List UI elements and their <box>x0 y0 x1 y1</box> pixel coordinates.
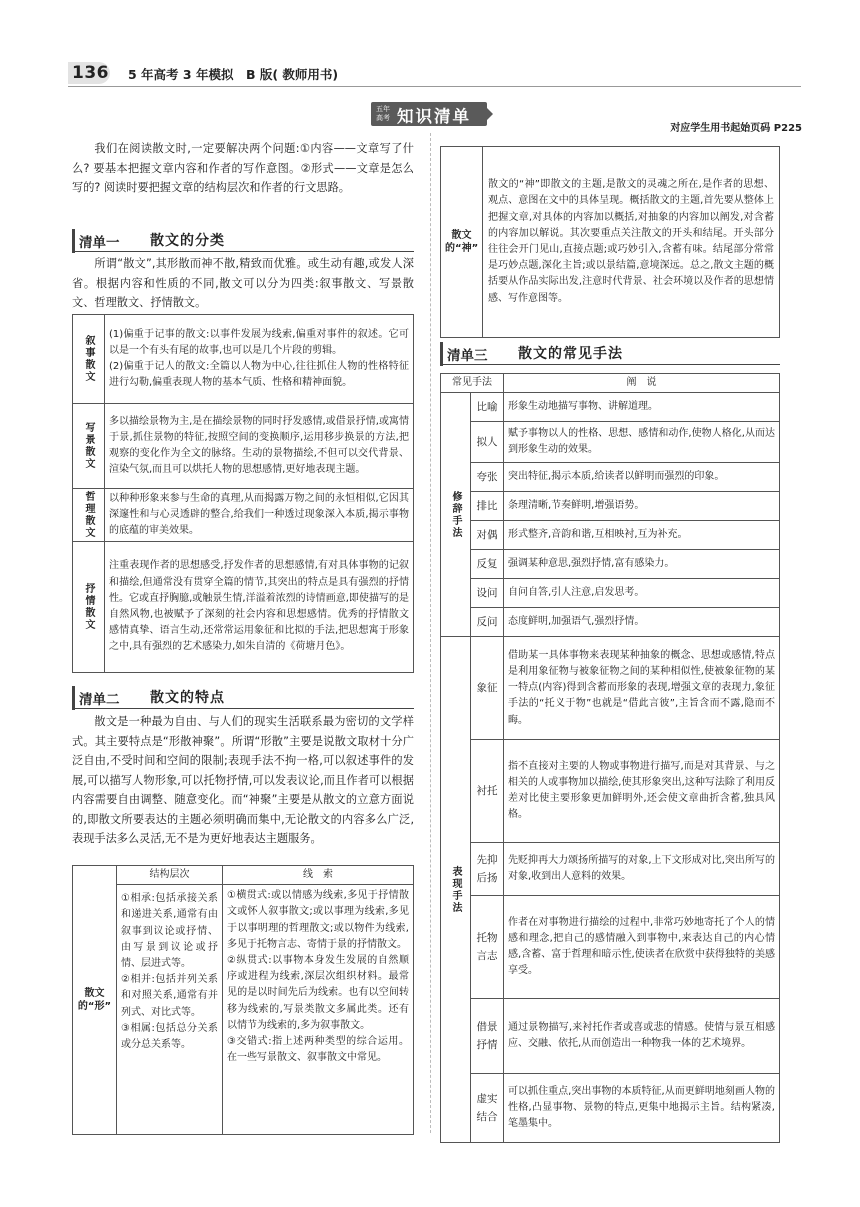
technique-text: 作者在对事物进行描绘的过程中,非常巧妙地寄托了个人的情感和理念,把自己的感情融入到事物中,来表达自己的内心情感,含蓄、富于哲理和暗示性,使读者在欣赏中获得独特的美感享受。 <box>504 896 780 999</box>
row-label: 抒情散文 <box>73 542 105 673</box>
table-row <box>441 521 780 550</box>
table-row <box>441 637 780 740</box>
form-table <box>72 865 414 1135</box>
group-label: 修辞手法 <box>441 393 471 637</box>
technique-text: 赋予事物以人的性格、思想、感情和动作,使物人格化,从而达到形象生动的效果。 <box>504 422 780 463</box>
table-header-row <box>441 374 780 393</box>
section-badge-title: 知识清单 <box>397 107 471 126</box>
technique-name: 先抑后扬 <box>471 843 504 896</box>
heading-underline <box>440 364 780 365</box>
table-row <box>73 315 414 404</box>
form-label: 散文的“形” <box>73 866 117 1135</box>
col-header-explanation: 阐 说 <box>504 374 780 393</box>
heading-bar <box>440 342 443 366</box>
technique-name: 借景抒情 <box>471 999 504 1074</box>
list3-tag: 清单三 <box>447 348 488 364</box>
page-reference: 对应学生用书起始页码 P225 <box>670 123 802 134</box>
row-text: 注重表现作者的思想感受,抒发作者的思想感情,有对具体事物的记叙和描绘,但通常没有贯穿全篇的情节,其突出的特点是具有强烈的抒情性。它或直抒胸臆,或触景生情,洋溢着浓烈的诗情画意,即使描写的是自然风物,也被赋予了深刻的社会内容和思想感情。优秀的抒情散文感情真挚、语言生动,还常常运用象征和比拟的手法,把思想寓于形象之中,具有强烈的艺术感染力,如朱自清的《荷塘月色》。 <box>105 542 414 673</box>
row-label: 叙事散文 <box>73 315 105 404</box>
technique-name: 对偶 <box>471 521 504 550</box>
section-badge-small: 五年高考 <box>376 105 390 122</box>
table-header-row <box>73 866 414 885</box>
header-rule <box>68 86 801 87</box>
shen-table <box>440 146 780 338</box>
table-row <box>73 542 414 673</box>
heading-underline <box>72 708 414 709</box>
classification-table <box>72 314 414 673</box>
shen-label: 散文的“神” <box>441 147 483 338</box>
table-row <box>441 843 780 896</box>
technique-name: 设问 <box>471 579 504 608</box>
row-text: 以种种形象来参与生命的真理,从而揭露万物之间的永恒相似,它因其深邃性和与心灵透辟的整合,给我们一种透过现象深入本质,揭示事物的底蕴的审美效果。 <box>105 489 414 542</box>
intro-paragraph: 我们在阅读散文时,一定要解决两个问题:①内容——文章写了什么? 要基本把握文章内容和作者的写作意图。②形式——文章是怎么写的? 阅读时要把握文章的结构层次和作者的行文思路。 <box>72 142 414 194</box>
technique-text: 强调某种意思,强烈抒情,富有感染力。 <box>504 550 780 579</box>
row-label: 写景散文 <box>73 404 105 489</box>
page-number: 136 <box>72 63 109 83</box>
group-label: 表现手法 <box>441 637 471 1143</box>
table-row <box>441 147 780 338</box>
table-row <box>73 885 414 1135</box>
technique-text: 形象生动地描写事物、讲解道理。 <box>504 393 780 422</box>
table-row <box>73 404 414 489</box>
table-row <box>441 550 780 579</box>
section-badge <box>371 102 487 126</box>
technique-name: 反复 <box>471 550 504 579</box>
table-row <box>441 608 780 637</box>
book-title: 5 年高考 3 年模拟 B 版( 教师用书) <box>128 67 339 82</box>
list1-heading <box>72 229 414 253</box>
clue-cell: ①横贯式:或以情感为线索,多见于抒情散文或怀人叙事散文;或以事理为线索,多见于以事明理的哲理散文;或以物件为线索,多见于托物言志、寄情于景的抒情散文。 ②纵贯式:以事物本身发生发展的自然顺序或进程为线索,深层次组织材料。最常见的是以时间先后为线索。也有以空间转移为线索的,写景类散文多属此类。还有以情节为线索的,多为叙事散文。 ③交错式:指上述两种类型的综合运用。在一些写景散文、叙事散文中常见。 <box>223 885 414 1135</box>
table-row <box>441 999 780 1074</box>
technique-name: 托物言志 <box>471 896 504 999</box>
technique-name: 象征 <box>471 637 504 740</box>
technique-name: 反问 <box>471 608 504 637</box>
table-row <box>441 579 780 608</box>
table-row <box>441 896 780 999</box>
table-row <box>441 492 780 521</box>
col-header-structure: 结构层次 <box>117 866 223 885</box>
row-text: 多以描绘景物为主,是在描绘景物的同时抒发感情,或借景抒情,或寓情于景,抓住景物的特征,按照空间的变换顺序,运用移步换景的方法,把观察的变化作为全文的脉络。生动的景物描绘,不但可以交代背景、渲染气氛,而且可以烘托人物的思想感情,更好地表现主题。 <box>105 404 414 489</box>
technique-text: 突出特征,揭示本质,给读者以鲜明而强烈的印象。 <box>504 463 780 492</box>
table-row <box>441 463 780 492</box>
table-row <box>73 489 414 542</box>
table-row <box>441 1074 780 1143</box>
technique-text: 可以抓住重点,突出事物的本质特征,从而更鲜明地刻画人物的性格,凸显事物、景物的特点,更集中地揭示主旨。结构紧凑,笔墨集中。 <box>504 1074 780 1143</box>
list1-title: 散文的分类 <box>150 233 225 249</box>
list1-paragraph: 所谓“散文”,其形散而神不散,精致而优雅。或生动有趣,或发人深省。根据内容和性质的不同,散文可以分为四类:叙事散文、写景散文、哲理散文、抒情散文。 <box>72 257 414 309</box>
table-row <box>441 422 780 463</box>
heading-underline <box>72 251 414 252</box>
list2-title: 散文的特点 <box>150 690 225 706</box>
technique-text: 指不直接对主要的人物或事物进行描写,而是对其背景、与之相关的人或事物加以描绘,使其形象突出,这种写法除了利用反差对比使主要形象更加鲜明外,还会使文章曲折含蓄,独具风格。 <box>504 740 780 843</box>
heading-bar <box>72 686 75 710</box>
technique-name: 拟人 <box>471 422 504 463</box>
technique-name: 夸张 <box>471 463 504 492</box>
list2-tag: 清单二 <box>79 692 120 708</box>
technique-name: 排比 <box>471 492 504 521</box>
technique-text: 态度鲜明,加强语气,强烈抒情。 <box>504 608 780 637</box>
technique-text: 条理清晰,节奏鲜明,增强语势。 <box>504 492 780 521</box>
technique-name: 衬托 <box>471 740 504 843</box>
row-text: (1)偏重于记事的散文:以事件发展为线索,偏重对事件的叙述。它可以是一个有头有尾的故事,也可以是几个片段的剪辑。 (2)偏重于记人的散文:全篇以人物为中心,往往抓住人物的性格特征进行勾勒,偏重表现人物的基本气质、性格和精神面貌。 <box>105 315 414 404</box>
techniques-table <box>440 373 780 1143</box>
column-divider <box>430 133 431 1133</box>
row-label: 哲理散文 <box>73 489 105 542</box>
technique-text: 先贬抑再大力颂扬所描写的对象,上下文形成对比,突出所写的对象,收到出人意料的效果。 <box>504 843 780 896</box>
list2-paragraph: 散文是一种最为自由、与人们的现实生活联系最为密切的文学样式。其主要特点是“形散神聚”。所谓“形散”主要是说散文取材十分广泛自由,不受时间和空间的限制;表现手法不拘一格,可以叙述事件的发展,可以描写人物形象,可以托物抒情,可以发表议论,而且作者可以根据内容需要自由调整、随意变化。而“神聚”主要是从散文的立意方面说的,即散文所要表达的主题必须明确而集中,无论散文的内容多么广泛,表现手法多么灵活,无不是为更好地表达主题服务。 <box>72 715 414 845</box>
heading-bar <box>72 229 75 253</box>
technique-text: 借助某一具体事物来表现某种抽象的概念、思想或感情,特点是利用象征物与被象征物之间的某种相似性,使被象征物的某一特点(内容)得到含蓄而形象的表现,增强文章的表现力,象征手法的“托义于物”也就是“借此言彼”,主旨含而不露,隐而不晦。 <box>504 637 780 740</box>
technique-text: 形式整齐,音韵和谐,互相映衬,互为补充。 <box>504 521 780 550</box>
table-row <box>441 393 780 422</box>
list1-tag: 清单一 <box>79 235 120 251</box>
technique-name: 比喻 <box>471 393 504 422</box>
structure-cell: ①相承:包括承接关系和递进关系,通常有由叙事到议论或抒情、由写景到议论或抒情、层进式等。 ②相并:包括并列关系和对照关系,通常有并列式、对比式等。 ③相属:包括总分关系或分总关系等。 <box>117 885 223 1135</box>
shen-text: 散文的“神”即散文的主题,是散文的灵魂之所在,是作者的思想、观点、意图在文中的具体呈现。概括散文的主题,首先要从整体上把握文章,对具体的内容加以概括,对抽象的内容加以阐发,对含蓄的内容加以解说。其次要重点关注散文的开头和结尾。开头部分往往会开门见山,直接点题;或巧妙引入,含蓄有味。结尾部分常常是巧妙点题,深化主旨;或以景结篇,意境深远。总之,散文主题的概括要从作品实际出发,注意时代背景、社会环境以及作者的思想情感、写作意图等。 <box>483 147 780 338</box>
list3-heading <box>440 342 780 366</box>
table-row <box>441 740 780 843</box>
technique-text: 自问自答,引人注意,启发思考。 <box>504 579 780 608</box>
technique-name: 虚实结合 <box>471 1074 504 1143</box>
list3-title: 散文的常见手法 <box>518 346 623 362</box>
technique-text: 通过景物描写,来衬托作者或喜或悲的情感。使情与景互相感应、交融、依托,从而创造出一种物我一体的艺术境界。 <box>504 999 780 1074</box>
col-header-technique: 常见手法 <box>441 374 504 393</box>
col-header-clue: 线 索 <box>223 866 414 885</box>
list2-heading <box>72 686 414 710</box>
